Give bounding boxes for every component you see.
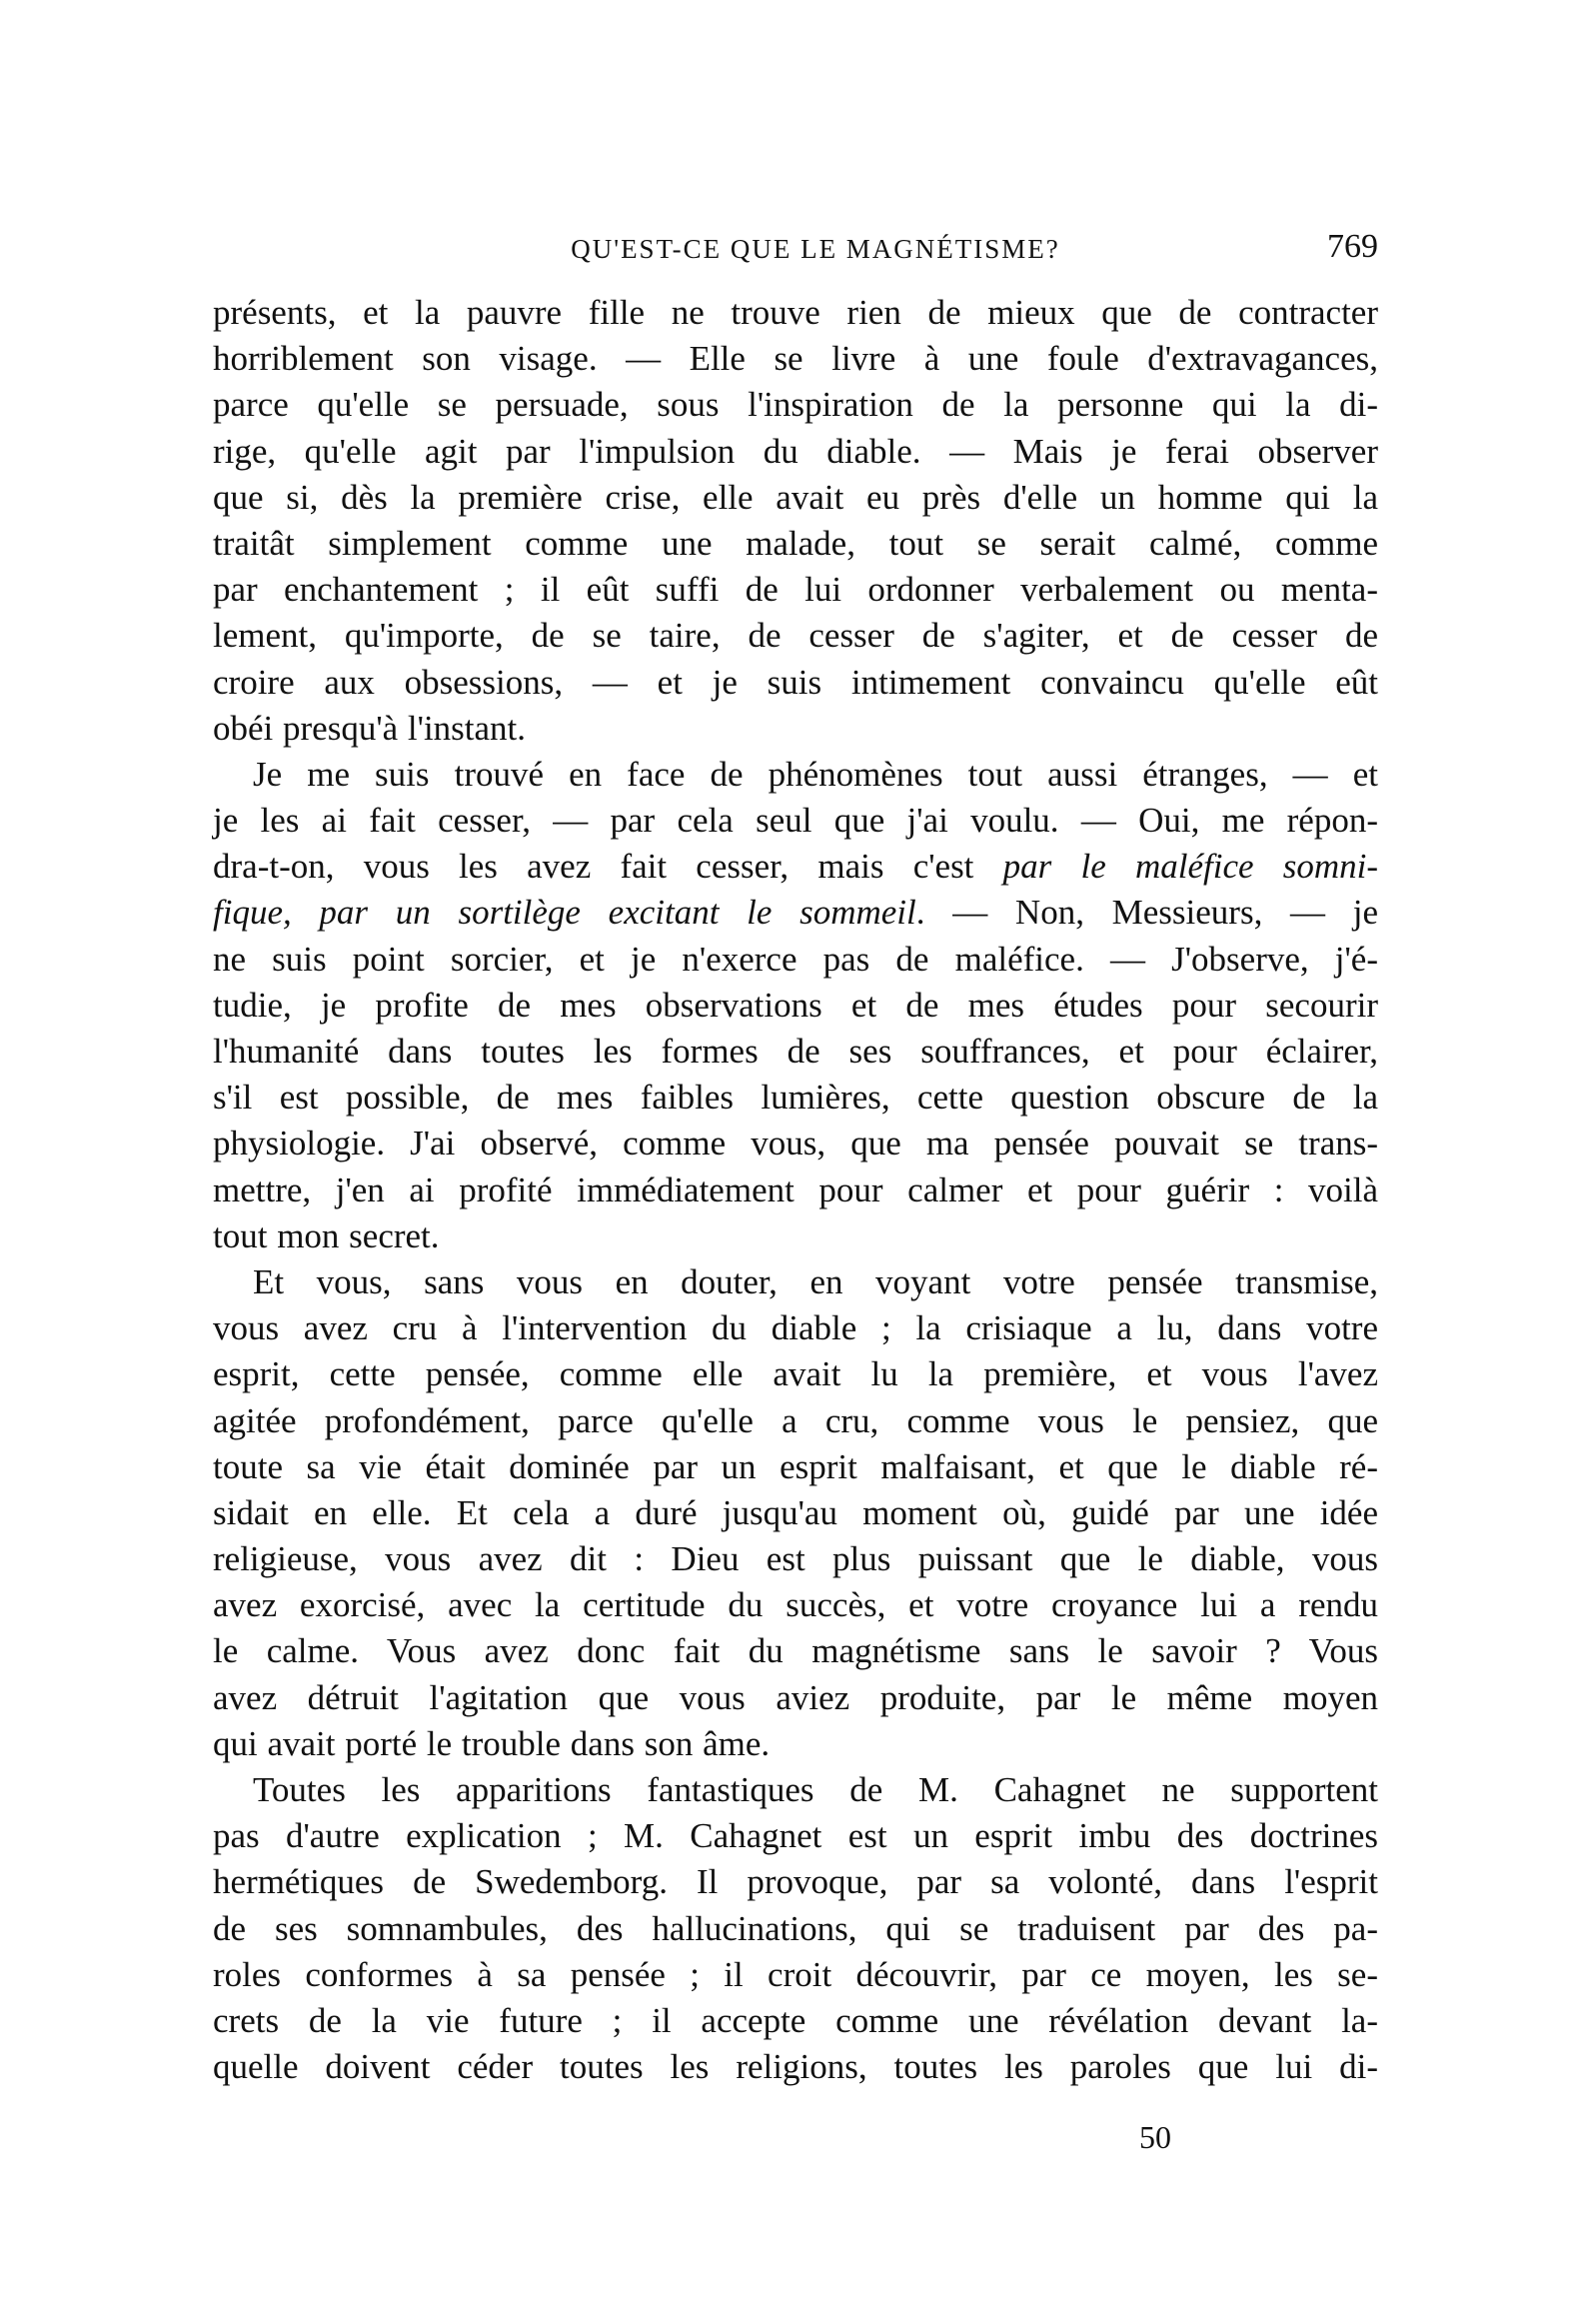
- text-line: Toutes les apparitions fantastiques de M. Cahagnet ne supportent: [253, 1770, 1378, 1809]
- text-line: l'humanité dans toutes les formes de ses souffrances, et pour éclairer,: [213, 1032, 1378, 1071]
- text-line: s'il est possible, de mes faibles lumières, cette question obscure de la: [213, 1078, 1378, 1118]
- paragraph: [213, 752, 1378, 1259]
- text-line: [213, 890, 1378, 936]
- text-line: agitée profondément, parce qu'elle a cru, comme vous le pensiez, que: [213, 1400, 1378, 1440]
- text-line: toute sa vie était dominée par un esprit malfaisant, et que le diable ré-: [213, 1446, 1378, 1486]
- page-number: 769: [1327, 228, 1378, 265]
- italic-text: fique, par un sortilège excitant le sommeil: [213, 893, 916, 933]
- paragraph: [213, 1767, 1378, 2090]
- text-line: de ses somnambules, des hallucinations, qui se traduisent par des pa-: [213, 1908, 1378, 1948]
- text-line: physiologie. J'ai observé, comme vous, que ma pensée pouvait se trans-: [213, 1124, 1378, 1163]
- signature-number: 50: [1139, 2119, 1171, 2155]
- text-segment: . — Non, Messieurs, — je: [915, 893, 1379, 933]
- paragraph: [213, 290, 1378, 752]
- text-line: présents, et la pauvre fille ne trouve rien de mieux que de contracter: [213, 293, 1378, 332]
- text-line: rige, qu'elle agit par l'impulsion du diable. — Mais je ferai observer: [213, 431, 1378, 471]
- text-line: crets de la vie future ; il accepte comme une révélation devant la-: [213, 2000, 1378, 2040]
- text-line: Et vous, sans vous en douter, en voyant votre pensée transmise,: [253, 1261, 1378, 1301]
- italic-text: par le maléfice somni-: [1002, 847, 1379, 887]
- text-segment: dra-t-on, vous les avez fait cesser, mais c'est: [213, 847, 1003, 887]
- text-line: traitât simplement comme une malade, tout se serait calmé, comme: [213, 523, 1378, 563]
- body-text: [213, 290, 1378, 2090]
- text-line: quelle doivent céder toutes les religions, toutes les paroles que lui di-: [213, 2047, 1378, 2087]
- text-line: avez exorcisé, avec la certitude du succès, et votre croyance lui a rendu: [213, 1585, 1378, 1625]
- text-line: croire aux obsessions, — et je suis intimement convaincu qu'elle eût: [213, 662, 1378, 702]
- text-line: sidait en elle. Et cela a duré jusqu'au moment où, guidé par une idée: [213, 1492, 1378, 1532]
- text-line: [213, 844, 1378, 890]
- text-line: tudie, je profite de mes observations et de mes études pour secourir: [213, 985, 1378, 1025]
- running-title: QU'EST-CE QUE LE MAGNÉTISME?: [571, 234, 1060, 264]
- text-line: hermétiques de Swedemborg. Il provoque, par sa volonté, dans l'esprit: [213, 1862, 1378, 1902]
- paragraph: [213, 1259, 1378, 1767]
- text-line: par enchantement ; il eût suffi de lui ordonner verbalement ou menta-: [213, 570, 1378, 610]
- text-line: je les ai fait cesser, — par cela seul que j'ai voulu. — Oui, me répon-: [213, 801, 1378, 841]
- text-line: le calme. Vous avez donc fait du magnétisme sans le savoir ? Vous: [213, 1631, 1378, 1671]
- text-line: que si, dès la première crise, elle avait eu près d'elle un homme qui la: [213, 477, 1378, 517]
- text-line: vous avez cru à l'intervention du diable ; la crisiaque a lu, dans votre: [213, 1308, 1378, 1348]
- text-line: esprit, cette pensée, comme elle avait lu la première, et vous l'avez: [213, 1354, 1378, 1394]
- text-line: parce qu'elle se persuade, sous l'inspiration de la personne qui la di-: [213, 385, 1378, 425]
- text-line: religieuse, vous avez dit : Dieu est plus puissant que le diable, vous: [213, 1539, 1378, 1579]
- text-line: pas d'autre explication ; M. Cahagnet est un esprit imbu des doctrines: [213, 1816, 1378, 1856]
- text-line: horriblement son visage. — Elle se livre à une foule d'extravagances,: [213, 339, 1378, 379]
- text-line: qui avait porté le trouble dans son âme.: [213, 1723, 771, 1763]
- text-line: avez détruit l'agitation que vous aviez produite, par le même moyen: [213, 1677, 1378, 1717]
- text-line: roles conformes à sa pensée ; il croit découvrir, par ce moyen, les se-: [213, 1954, 1378, 1994]
- running-header: [213, 228, 1378, 272]
- text-line: mettre, j'en ai profité immédiatement pour calmer et pour guérir : voilà: [213, 1169, 1378, 1209]
- text-line: tout mon secret.: [213, 1215, 440, 1255]
- text-line: ne suis point sorcier, et je n'exerce pas de maléfice. — J'observe, j'é-: [213, 939, 1378, 979]
- text-line: obéi presqu'à l'instant.: [213, 708, 527, 748]
- text-line: lement, qu'importe, de se taire, de cesser de s'agiter, et de cesser de: [213, 616, 1378, 656]
- text-line: Je me suis trouvé en face de phénomènes tout aussi étranges, — et: [253, 754, 1378, 794]
